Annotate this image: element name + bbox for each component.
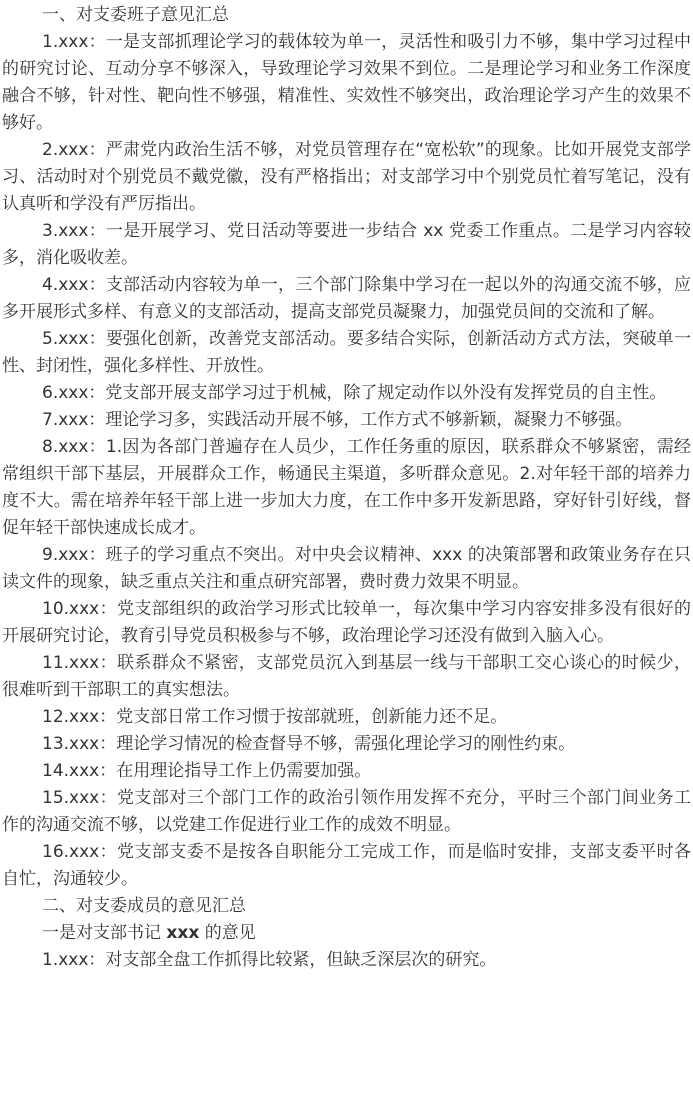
- opinion-item-14: 14.xxx：在用理论指导工作上仍需要加强。: [42, 761, 372, 781]
- sub-heading-secretary: [0, 920, 693, 947]
- opinion-item-10: 10.xxx：党支部组织的政治学习形式比较单一，每次集中学习内容安排多没有很好的开展研究讨论，教育引导党员积极参与不够，政治理论学习还没有做到入脑入心。: [2, 599, 691, 646]
- opinion-item-2: 2.xxx：严肃党内政治生活不够，对党员管理存在“宽松软”的现象。比如开展党支部学习、活动时对个别党员不戴党徽，没有严格指出；对支部学习中个别党员忙着写笔记，没有认真听和学没有严厉指出。: [2, 140, 691, 214]
- opinion-item-11: 11.xxx：联系群众不紧密，支部党员沉入到基层一线与干部职工交心谈心的时候少，很难听到干部职工的真实想法。: [2, 653, 691, 700]
- opinion-item-15: 15.xxx：党支部对三个部门工作的政治引领作用发挥不充分，平时三个部门间业务工作的沟通交流不够，以党建工作促进行业工作的成效不明显。: [2, 788, 691, 835]
- opinion-item-12: 12.xxx：党支部日常工作习惯于按部就班，创新能力还不足。: [42, 707, 508, 727]
- opinion-item-7: 7.xxx：理论学习多，实践活动开展不够，工作方式不够新颖，凝聚力不够强。: [42, 410, 633, 430]
- sub-heading-prefix: 一是对支部书记: [42, 923, 167, 943]
- sub-heading-suffix: 的意见: [199, 923, 256, 943]
- member-opinion-item-1: 1.xxx：对支部全盘工作抓得比较紧，但缺乏深层次的研究。: [42, 950, 497, 970]
- secretary-name: xxx: [166, 923, 200, 943]
- opinion-item-13: 13.xxx：理论学习情况的检查督导不够，需强化理论学习的刚性约束。: [42, 734, 576, 754]
- opinion-item-5: 5.xxx：要强化创新，改善党支部活动。要多结合实际，创新活动方式方法，突破单一性、封闭性，强化多样性、开放性。: [2, 329, 691, 376]
- opinion-item-4: 4.xxx：支部活动内容较为单一，三个部门除集中学习在一起以外的沟通交流不够，应多开展形式多样、有意义的支部活动，提高支部党员凝聚力，加强党员间的交流和了解。: [2, 275, 691, 322]
- opinion-item-9: 9.xxx：班子的学习重点不突出。对中央会议精神、xxx 的决策部署和政策业务存在只读文件的现象，缺乏重点关注和重点研究部署，费时费力效果不明显。: [2, 545, 691, 592]
- opinion-item-1: 1.xxx：一是支部抓理论学习的载体较为单一，灵活性和吸引力不够，集中学习过程中的研究讨论、互动分享不够深入，导致理论学习效果不到位。二是理论学习和业务工作深度融合不够，针对性、靶向性不够强，精准性、实效性不够突出，政治理论学习产生的效果不够好。: [2, 32, 691, 133]
- opinion-item-3: 3.xxx：一是开展学习、党日活动等要进一步结合 xx 党委工作重点。二是学习内容较多，消化吸收差。: [2, 221, 691, 268]
- section-heading-1: 一、对支委班子意见汇总: [42, 5, 229, 25]
- opinion-item-8: 8.xxx：1.因为各部门普遍存在人员少，工作任务重的原因，联系群众不够紧密，需经常组织干部下基层，开展群众工作，畅通民主渠道，多听群众意见。2.对年轻干部的培养力度不大。需在培养年轻干部上进一步加大力度，在工作中多开发新思路，穿好针引好线，督促年轻干部快速成长成才。: [2, 437, 691, 538]
- section-heading-2: 二、对支委成员的意见汇总: [42, 896, 246, 916]
- opinion-item-6: 6.xxx：党支部开展支部学习过于机械，除了规定动作以外没有发挥党员的自主性。: [42, 383, 667, 403]
- opinion-item-16: 16.xxx：党支部支委不是按各自职能分工完成工作，而是临时安排，支部支委平时各自忙，沟通较少。: [2, 842, 691, 889]
